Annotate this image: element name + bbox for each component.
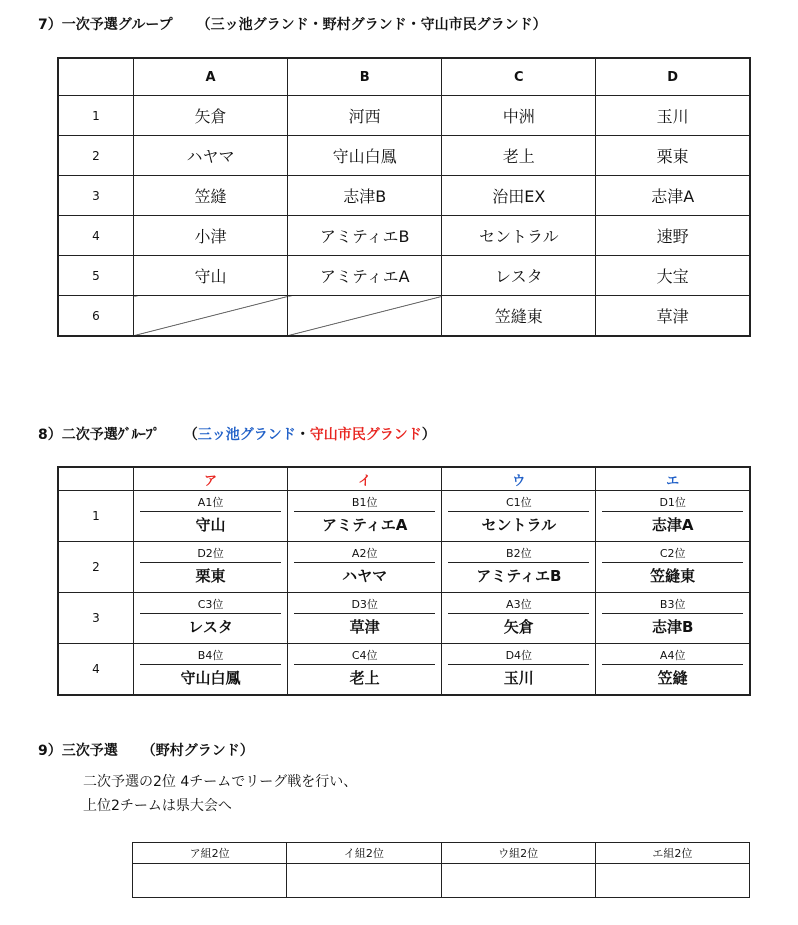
empty-cell <box>133 864 287 898</box>
row-number: 5 <box>58 256 134 296</box>
team-cell: レスタ <box>442 256 596 296</box>
row-number: 2 <box>58 136 134 176</box>
team-cell: 中洲 <box>442 96 596 136</box>
seed-rank: D3位 <box>351 597 378 611</box>
team-name: 老上 <box>349 668 380 687</box>
table-row <box>58 542 750 593</box>
team-cell: 志津B <box>288 176 442 216</box>
team-name: アミティエA <box>321 515 408 534</box>
header-cell-c: C <box>442 58 596 96</box>
team-name: 志津B <box>651 617 694 636</box>
seed-rank: B1位 <box>351 495 378 509</box>
section9-title: 三次予選 <box>61 743 118 759</box>
seed-rank: D2位 <box>197 546 224 560</box>
empty-cell <box>287 864 441 898</box>
first-round-group-table <box>57 57 751 337</box>
header-cell: エ組2位 <box>595 843 749 864</box>
team-name: セントラル <box>481 515 557 534</box>
section7-venue: （三ッ池グランド・野村グランド・守山市民グランド） <box>196 17 547 33</box>
section8-venue <box>184 427 436 443</box>
table-row <box>58 96 750 136</box>
table-row <box>133 864 750 898</box>
team-name: 笠縫東 <box>650 566 696 585</box>
team-cell: 玉川 <box>596 96 750 136</box>
team-cell: 速野 <box>596 216 750 256</box>
team-cell: ハヤマ <box>134 136 288 176</box>
seed-rank: D4位 <box>505 648 533 662</box>
section9-number: 9） <box>38 743 62 759</box>
empty-slashed-cell <box>288 296 442 337</box>
row-number: 3 <box>58 593 134 644</box>
slot-cell <box>134 542 288 593</box>
table-row <box>58 491 750 542</box>
section8-title: 二次予選ｸﾞﾙｰﾌﾟ <box>61 427 160 443</box>
slot-cell <box>288 644 442 696</box>
slot-cell <box>596 593 750 644</box>
seed-rank: C2位 <box>659 546 686 560</box>
slot-cell <box>596 542 750 593</box>
table-row <box>58 136 750 176</box>
slot-cell <box>134 593 288 644</box>
team-name: 矢倉 <box>503 617 534 636</box>
seed-rank: B4位 <box>197 648 224 662</box>
empty-cell <box>595 864 749 898</box>
venue-paren-open: （ <box>183 427 198 443</box>
section7-title: 一次予選グループ <box>61 17 173 33</box>
group-header-i: イ <box>288 467 442 491</box>
row-number: 1 <box>58 491 134 542</box>
second-round-group-table <box>57 466 751 696</box>
team-cell: 笠縫 <box>134 176 288 216</box>
team-cell: 守山 <box>134 256 288 296</box>
section9-heading <box>38 740 254 760</box>
team-name: アミティエB <box>476 566 562 585</box>
team-cell: 笠縫東 <box>442 296 596 337</box>
slot-cell <box>442 644 596 696</box>
group-header-u: ウ <box>442 467 596 491</box>
table-row <box>58 644 750 696</box>
venue-separator: ・ <box>295 427 310 443</box>
team-cell: 守山白鳳 <box>288 136 442 176</box>
row-number: 6 <box>58 296 134 337</box>
row-number: 1 <box>58 96 134 136</box>
table-header-row <box>133 843 750 864</box>
section8-heading <box>38 424 436 444</box>
team-name: 笠縫 <box>657 668 688 687</box>
team-cell: セントラル <box>442 216 596 256</box>
team-name: 玉川 <box>503 668 534 687</box>
seed-rank: C1位 <box>505 495 532 509</box>
team-cell: 小津 <box>134 216 288 256</box>
table-header-row <box>58 58 750 96</box>
team-name: ハヤマ <box>342 566 388 585</box>
seed-rank: C3位 <box>197 597 224 611</box>
seed-rank: A3位 <box>506 597 532 611</box>
team-cell: 矢倉 <box>134 96 288 136</box>
team-name: 守山 <box>195 515 226 534</box>
seed-rank: A2位 <box>351 546 378 560</box>
venue-moriyama: 守山市民グランド <box>309 427 422 443</box>
empty-cell <box>441 864 595 898</box>
team-cell: 志津A <box>596 176 750 216</box>
group-header-a: ア <box>134 467 288 491</box>
row-number: 2 <box>58 542 134 593</box>
team-name: レスタ <box>188 617 233 636</box>
table-header-row <box>58 467 750 491</box>
slot-cell <box>442 542 596 593</box>
team-name: 栗東 <box>195 566 226 585</box>
table-row <box>58 593 750 644</box>
seed-rank: B2位 <box>506 546 532 560</box>
team-cell: アミティエB <box>288 216 442 256</box>
team-cell: 栗東 <box>596 136 750 176</box>
table-row <box>58 296 750 337</box>
team-cell: 河西 <box>288 96 442 136</box>
row-number: 4 <box>58 644 134 696</box>
header-cell <box>58 58 134 96</box>
header-cell-b: B <box>288 58 442 96</box>
slot-cell <box>442 491 596 542</box>
section8-number: 8） <box>38 427 62 443</box>
table-row <box>58 176 750 216</box>
seed-rank: D1位 <box>659 495 686 509</box>
seed-rank: B3位 <box>659 597 686 611</box>
header-cell: イ組2位 <box>287 843 441 864</box>
team-cell: 治田EX <box>442 176 596 216</box>
team-name: 草津 <box>349 617 380 636</box>
venue-mitsuike: 三ッ池グランド <box>197 427 296 443</box>
row-number: 3 <box>58 176 134 216</box>
venue-paren-close: ） <box>421 427 436 443</box>
slot-cell <box>288 542 442 593</box>
header-cell-a: A <box>134 58 288 96</box>
team-cell: 大宝 <box>596 256 750 296</box>
seed-rank: A4位 <box>659 648 686 662</box>
slot-cell <box>596 644 750 696</box>
header-cell: ア組2位 <box>133 843 287 864</box>
section7-number: 7） <box>38 17 62 33</box>
team-name: 守山白鳳 <box>180 668 241 687</box>
header-cell: ウ組2位 <box>441 843 595 864</box>
empty-slashed-cell <box>134 296 288 337</box>
team-cell: アミティエA <box>288 256 442 296</box>
header-cell-d: D <box>596 58 750 96</box>
slot-cell <box>288 491 442 542</box>
slot-cell <box>442 593 596 644</box>
team-cell: 草津 <box>596 296 750 337</box>
row-number: 4 <box>58 216 134 256</box>
slot-cell <box>288 593 442 644</box>
third-round-table <box>132 842 750 898</box>
team-cell: 老上 <box>442 136 596 176</box>
section7-heading <box>38 14 547 34</box>
table-row <box>58 256 750 296</box>
seed-rank: A1位 <box>197 495 224 509</box>
section9-note-line1: 二次予選の2位 4チームでリーグ戦を行い、 <box>83 774 358 790</box>
team-name: 志津A <box>651 515 694 534</box>
seed-rank: C4位 <box>351 648 378 662</box>
slot-cell <box>134 644 288 696</box>
table-row <box>58 216 750 256</box>
header-cell <box>58 467 134 491</box>
section9-venue: （野村グランド） <box>141 743 254 759</box>
section9-note-line2: 上位2チームは県大会へ <box>83 798 232 814</box>
slot-cell <box>134 491 288 542</box>
group-header-e: エ <box>596 467 750 491</box>
slot-cell <box>596 491 750 542</box>
